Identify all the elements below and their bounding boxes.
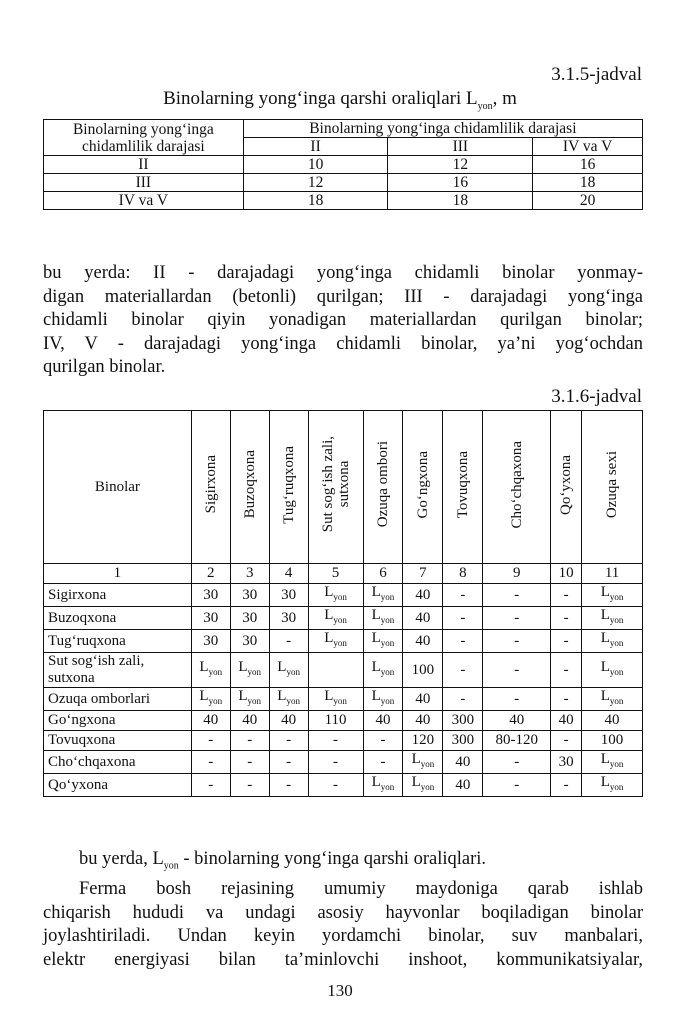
table1-row-header (44, 120, 244, 156)
table2-cell: - (483, 630, 551, 653)
table2-cell: - (483, 607, 551, 630)
table2-cell: $L_{yon}$ (230, 688, 269, 711)
table2-cell: $L_{yon}$ (403, 751, 443, 774)
table1-title-sub: yon (477, 100, 493, 112)
table2-cell: $L_{yon}$ (230, 653, 269, 688)
table1-cell: 12 (388, 156, 533, 174)
table2-cell: 30 (551, 751, 582, 774)
table2-cell: - (551, 774, 582, 797)
table2-col-header (582, 411, 643, 564)
paragraph-line: qurilgan binolar. (43, 357, 166, 377)
table2-cell: - (230, 731, 269, 751)
table2-row-name: Sigirxona (44, 584, 192, 607)
table2-col-header-text: Qo‘yxona (558, 454, 575, 515)
table2-cell: $L_{yon}$ (582, 584, 643, 607)
table2-cell: 40 (403, 630, 443, 653)
table2-cell: $L_{yon}$ (582, 607, 643, 630)
table2-cell: - (483, 774, 551, 797)
closing-line-1-sub: yon (163, 860, 179, 872)
table1-col-header: II (243, 138, 388, 156)
table2-row-name: Sut sog‘ish zali, sutxona (44, 653, 192, 688)
table2-col-header-text: Tovuqxona (454, 450, 471, 519)
table2-cell: - (551, 607, 582, 630)
table2-row-name: Tovuqxona (44, 731, 192, 751)
table2-cell: 40 (403, 584, 443, 607)
table2-row (44, 774, 643, 797)
table1-label: 3.1.5-jadval (551, 64, 642, 85)
table2-col-number: 1 (44, 564, 192, 584)
paragraph-line: chidamli binolar qiyin yonadigan materiallardan qurilgan binolar; (43, 310, 643, 330)
closing-line-1-post: - binolarning yong‘inga qarshi oraliqlari. (178, 849, 486, 869)
table2-cell: - (230, 751, 269, 774)
table2-cell: - (191, 774, 230, 797)
table2-cell: 40 (551, 711, 582, 731)
table2-cell: 300 (443, 731, 483, 751)
table2-row (44, 751, 643, 774)
table2-cell: $L_{yon}$ (363, 630, 403, 653)
table2-cell: - (269, 751, 308, 774)
table2-cell: 30 (191, 584, 230, 607)
table1-cell: 18 (388, 192, 533, 210)
table2-cell: $L_{yon}$ (308, 688, 363, 711)
table2-cell: - (269, 630, 308, 653)
table2-col-header-text: Buzoqxona (241, 450, 258, 519)
table1-cell: 18 (243, 192, 388, 210)
table2-cell: - (230, 774, 269, 797)
table2-col-header-text: Cho‘chqaxona (508, 440, 525, 529)
paragraph-line: joylashtiriladi. Undan keyin yordamchi binolar, suv manbalari, (43, 926, 643, 947)
table2-col-number: 8 (443, 564, 483, 584)
table2-cell: $L_{yon}$ (363, 774, 403, 797)
closing-line-1 (43, 848, 643, 878)
table2-cell: 100 (582, 731, 643, 751)
closing-paragraph (43, 848, 643, 972)
table2-cell: 40 (483, 711, 551, 731)
paragraph-line: chiqarish hududi va undagi asosiy hayvonlar boqiladigan binolar (43, 902, 643, 923)
table2-cell: - (269, 774, 308, 797)
table2-cell: 40 (443, 751, 483, 774)
table2-cell: 80-120 (483, 731, 551, 751)
table1-cell: 16 (388, 174, 533, 192)
table2-row (44, 630, 643, 653)
table2-cell: 30 (191, 630, 230, 653)
table2-cell: - (483, 688, 551, 711)
table2-cell: - (269, 731, 308, 751)
table2-cell: 40 (403, 607, 443, 630)
table1-cell: 12 (243, 174, 388, 192)
table1-cell: 18 (533, 174, 643, 192)
table2-cell: $L_{yon}$ (582, 774, 643, 797)
table2-cell: - (308, 731, 363, 751)
table2-cell: $L_{yon}$ (363, 584, 403, 607)
table2-cell: 40 (269, 711, 308, 731)
table1-row-header-line1: Binolarning yong‘inga (72, 120, 214, 138)
table1-row (44, 192, 643, 210)
table2-cell: $L_{yon}$ (582, 688, 643, 711)
table2-col-number: 3 (230, 564, 269, 584)
table1-col-group-header: Binolarning yong‘inga chidamlilik darajasi (243, 120, 642, 138)
table2-col-number: 7 (403, 564, 443, 584)
table1-row-name: III (44, 174, 244, 192)
table2-cell: $L_{yon}$ (363, 688, 403, 711)
table2-cell: - (551, 630, 582, 653)
table2-cell: $L_{yon}$ (582, 630, 643, 653)
table2-row (44, 711, 643, 731)
fire-distance-table (43, 119, 643, 210)
table1-row (44, 174, 643, 192)
table2-cell: $L_{yon}$ (582, 653, 643, 688)
paragraph-line: IV, V - darajadagi yong‘inga chidamli binolar, ya’ni yog‘ochdan (43, 333, 643, 354)
table2-col-number: 9 (483, 564, 551, 584)
table2-cell: - (363, 731, 403, 751)
table2-cell: - (443, 584, 483, 607)
table2-cell: 30 (230, 607, 269, 630)
table1-row-name: II (44, 156, 244, 174)
table2-cell: - (551, 584, 582, 607)
table2-cell: - (443, 653, 483, 688)
table2-cell: 110 (308, 711, 363, 731)
table2-row-name: Buzoqxona (44, 607, 192, 630)
explanation-paragraph (43, 262, 643, 380)
table2-col-header (308, 411, 363, 564)
table2-row-name: Tug‘ruqxona (44, 630, 192, 653)
table2-cell: 40 (443, 774, 483, 797)
table2-col-header (443, 411, 483, 564)
table2-cell: - (191, 731, 230, 751)
table2-col-header-text: Sut sog‘ish zali, sutxona (319, 436, 352, 533)
table2-col-header (269, 411, 308, 564)
table2-col-number: 4 (269, 564, 308, 584)
table1-title-unit: , m (492, 88, 517, 109)
table2-cell: $L_{yon}$ (191, 688, 230, 711)
table2-row-name: Cho‘chqaxona (44, 751, 192, 774)
table1-cell: 16 (533, 156, 643, 174)
table2-cell: 30 (230, 584, 269, 607)
paragraph-line: digan materiallardan (betonli) qurilgan; III - darajadagi yong‘inga (43, 286, 643, 307)
table2-cell: $L_{yon}$ (269, 688, 308, 711)
table2-cell: $L_{yon}$ (363, 607, 403, 630)
table2-cell: 100 (403, 653, 443, 688)
table2-cell: - (483, 584, 551, 607)
table2-row (44, 731, 643, 751)
building-distance-table (43, 410, 643, 797)
table2-cell: - (308, 774, 363, 797)
table2-col-header-text: Tug‘ruqxona (280, 445, 297, 524)
table2-row (44, 688, 643, 711)
table2-row (44, 653, 643, 688)
table2-cell: 40 (403, 688, 443, 711)
paragraph-line: Ferma bosh rejasining umumiy maydoniga qarab ishlab (79, 879, 643, 900)
table2-cell: - (551, 653, 582, 688)
table2-cell: - (483, 751, 551, 774)
table2-cell: - (363, 751, 403, 774)
table2-cell: - (443, 688, 483, 711)
table2-cell: $L_{yon}$ (191, 653, 230, 688)
table2-col-header (403, 411, 443, 564)
table2-cell: 30 (269, 607, 308, 630)
table2-cell (308, 653, 363, 688)
table1-row-header-line2: chidamlilik darajasi (82, 137, 205, 155)
table2-cell: $L_{yon}$ (308, 630, 363, 653)
table2-cell: $L_{yon}$ (269, 653, 308, 688)
table2-col-number: 6 (363, 564, 403, 584)
table2-col-header (363, 411, 403, 564)
table2-cell: $L_{yon}$ (308, 584, 363, 607)
table2-row (44, 584, 643, 607)
table2-cell: $L_{yon}$ (403, 774, 443, 797)
table2-cell: - (551, 688, 582, 711)
table2-cell: 40 (363, 711, 403, 731)
table2-label: 3.1.6-jadval (551, 386, 642, 407)
page-number: 130 (327, 981, 353, 1000)
table2-row-name: Go‘ngxona (44, 711, 192, 731)
table2-col-header-text: Sigirxona (202, 455, 219, 514)
table2-cell: - (551, 731, 582, 751)
table2-corner-header: Binolar (44, 411, 192, 564)
table2-col-number: 5 (308, 564, 363, 584)
table2-cell: 40 (403, 711, 443, 731)
table2-cell: 30 (191, 607, 230, 630)
table2-col-number: 2 (191, 564, 230, 584)
table2-cell: 40 (191, 711, 230, 731)
table2-row-name: Ozuqa omborlari (44, 688, 192, 711)
table2-cell: $L_{yon}$ (363, 653, 403, 688)
table1-col-header: III (388, 138, 533, 156)
table2-cell: 30 (269, 584, 308, 607)
table1-title-main: Binolarning yong‘inga qarshi oraliqlari L (163, 88, 478, 109)
table2-col-number: 10 (551, 564, 582, 584)
table1-col-header: IV va V (533, 138, 643, 156)
table2-cell: 40 (230, 711, 269, 731)
table2-cell: - (308, 751, 363, 774)
table1-cell: 20 (533, 192, 643, 210)
paragraph-line: elektr energiyasi bilan ta’minlovchi inshoot, kommunikatsiyalar, (43, 949, 643, 970)
table2-row-name: Qo‘yxona (44, 774, 192, 797)
closing-line-1-pre: bu yerda, L (79, 849, 164, 869)
table2-cell: $L_{yon}$ (582, 751, 643, 774)
paragraph-line: bu yerda: II - darajadagi yong‘inga chidamli binolar yonmay- (43, 263, 643, 283)
table2-cell: 40 (582, 711, 643, 731)
table2-cell: 120 (403, 731, 443, 751)
table2-cell: 300 (443, 711, 483, 731)
table2-cell: - (443, 630, 483, 653)
table2-col-header (551, 411, 582, 564)
table2-col-header-text: Ozuqa ombori (374, 441, 391, 528)
table2-row (44, 607, 643, 630)
table1-row-name: IV va V (44, 192, 244, 210)
table2-cell: - (191, 751, 230, 774)
table2-col-header (191, 411, 230, 564)
table1-row (44, 156, 643, 174)
table1-cell: 10 (243, 156, 388, 174)
table2-col-header-text: Ozuqa sexi (604, 450, 621, 519)
table2-cell: $L_{yon}$ (308, 607, 363, 630)
table2-cell: - (483, 653, 551, 688)
table2-col-header (230, 411, 269, 564)
table1-title (0, 88, 680, 112)
table2-cell: 30 (230, 630, 269, 653)
table2-col-number: 11 (582, 564, 643, 584)
table2-col-header-text: Go‘ngxona (414, 450, 431, 519)
table2-col-header (483, 411, 551, 564)
table2-cell: - (443, 607, 483, 630)
